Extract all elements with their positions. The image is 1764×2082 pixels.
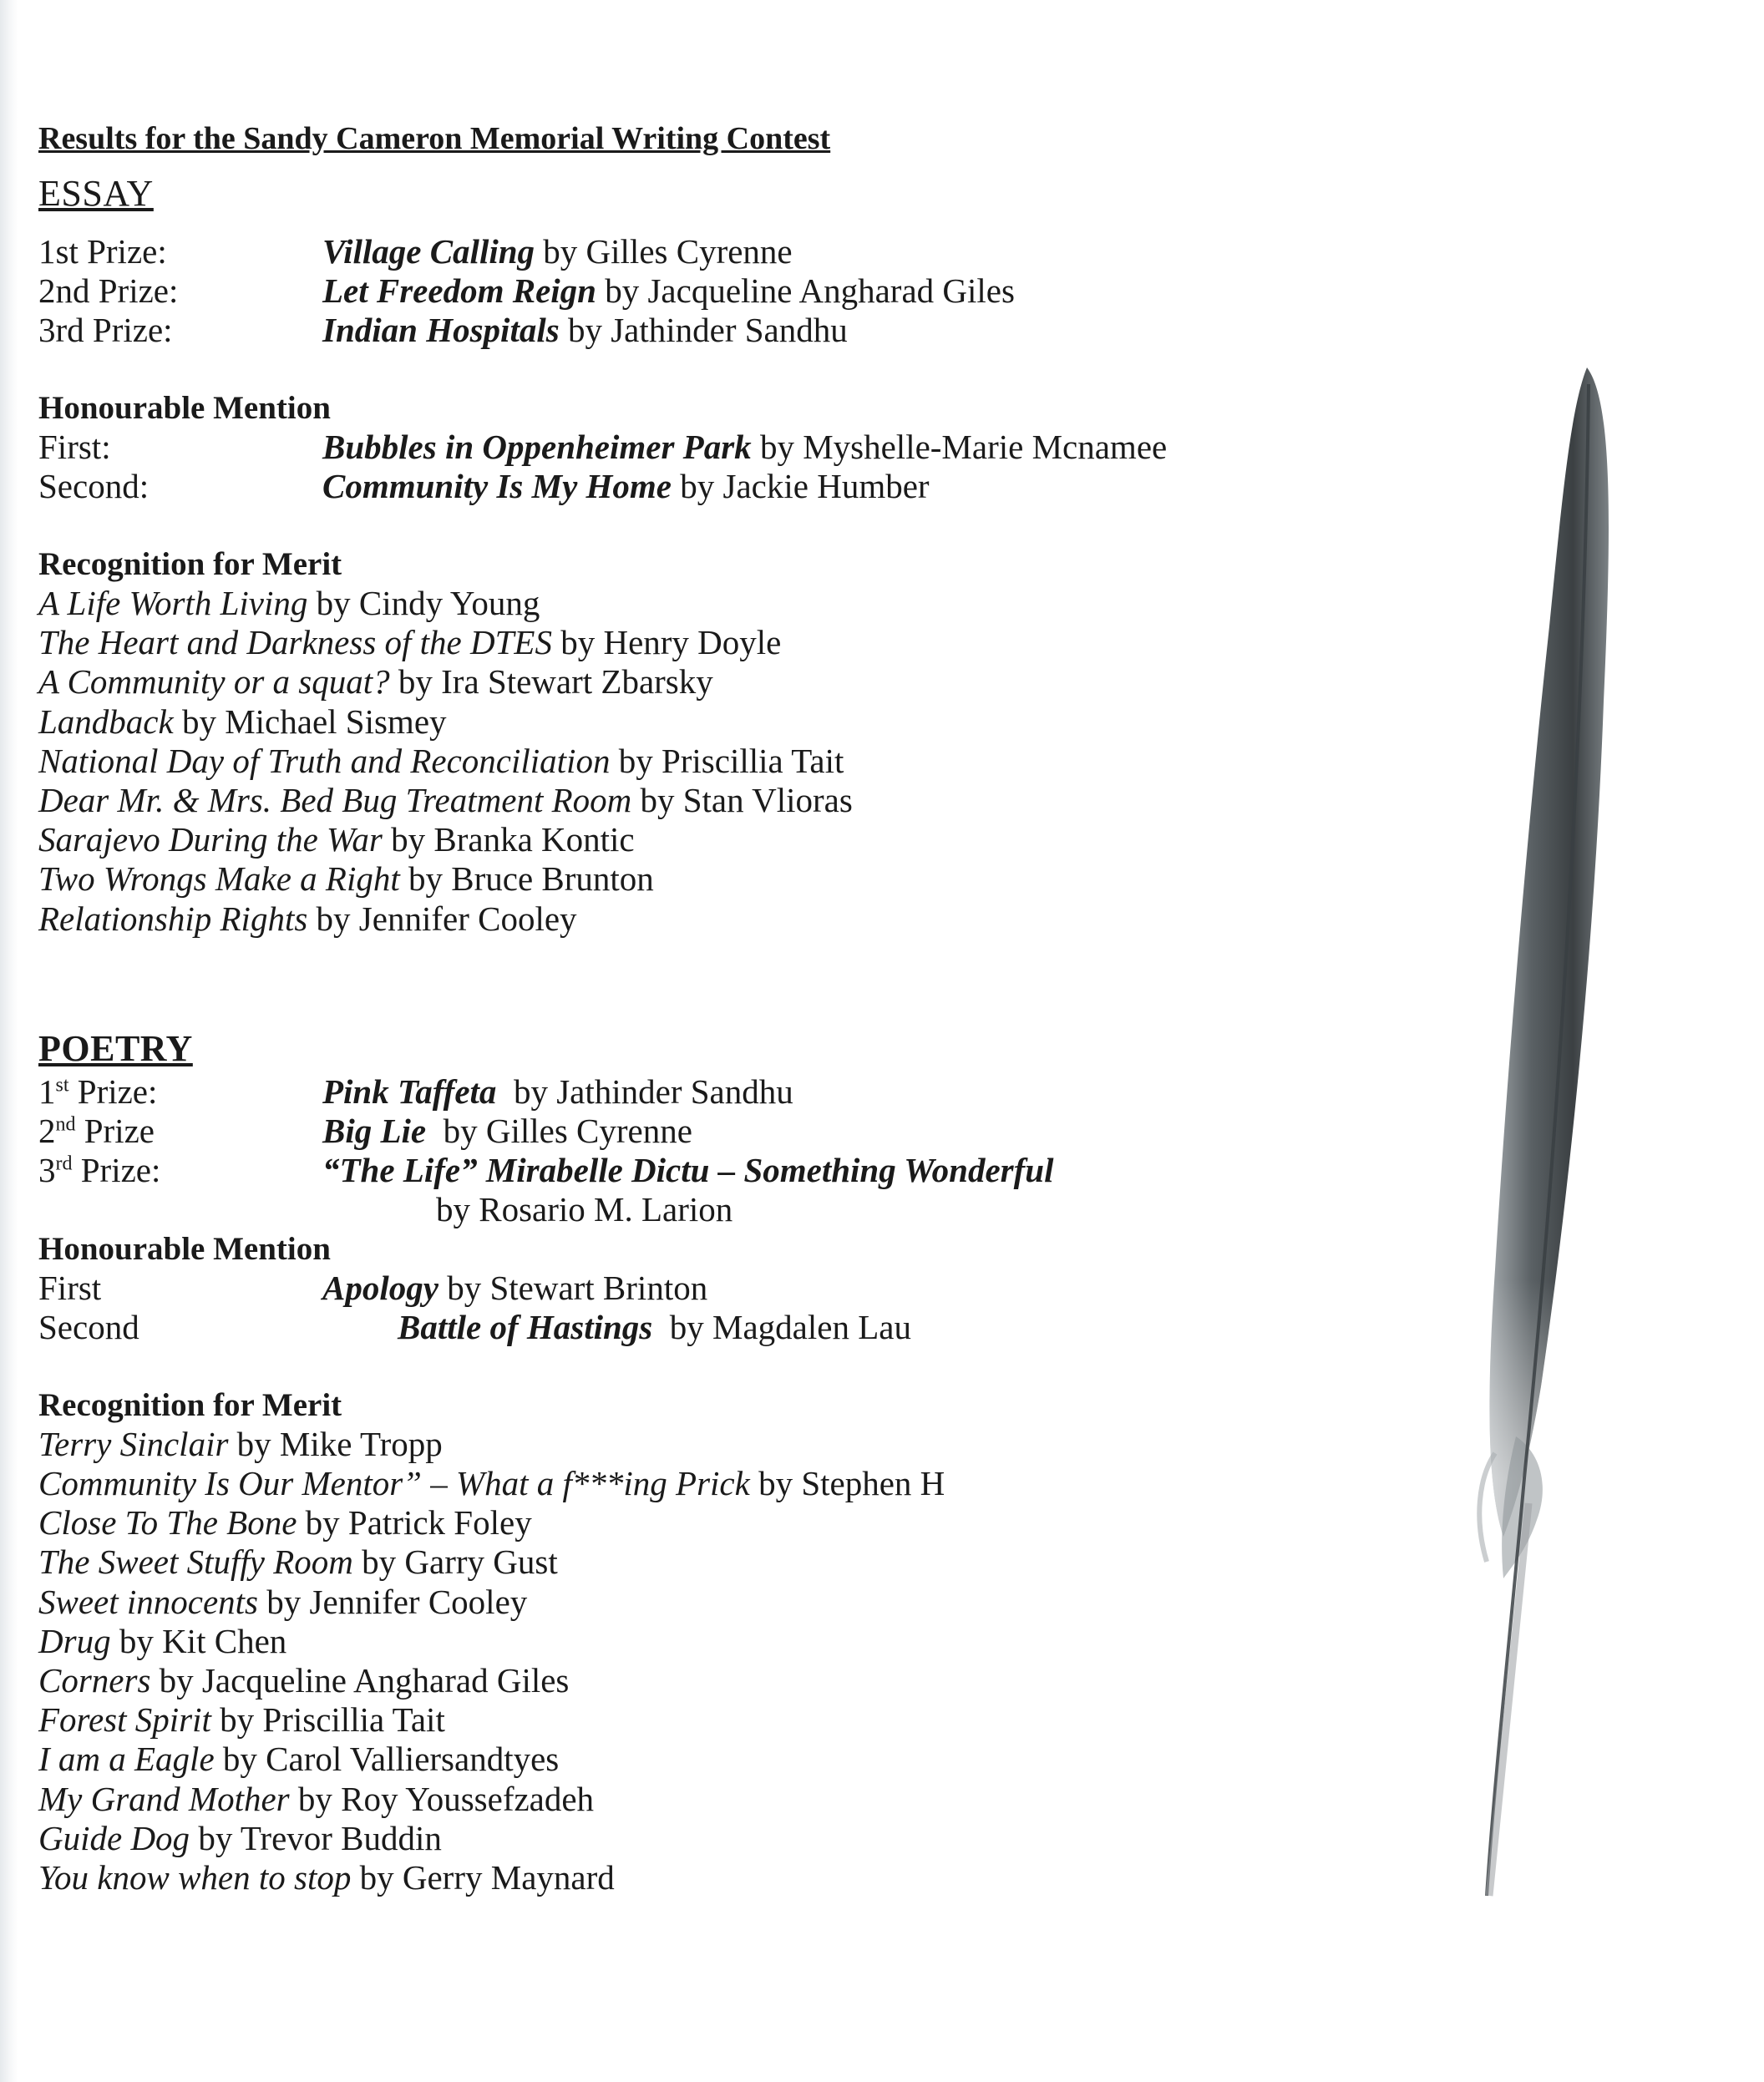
- work-title: Close To The Bone: [38, 1503, 297, 1543]
- merit-entry: [38, 1780, 1458, 1819]
- author: by Gilles Cyrenne: [426, 1111, 692, 1150]
- third-prize-author: by Rosario M. Larion: [436, 1189, 733, 1228]
- poetry-prize-row: [38, 1072, 1458, 1112]
- page-title: Results for the Sandy Cameron Memorial Writing Contest: [38, 121, 831, 156]
- prize-entry: [322, 271, 1015, 311]
- author: by Kit Chen: [110, 1621, 287, 1660]
- feather-vane: [1479, 367, 1609, 1578]
- prize-word: Prize:: [72, 1150, 161, 1189]
- merit-entry: [38, 899, 1458, 939]
- author: by Michael Sismey: [173, 702, 447, 741]
- merit-entry: [38, 702, 1458, 742]
- prize-entry: [322, 1112, 692, 1151]
- work-title: Guide Dog: [38, 1818, 190, 1857]
- work-title: Forest Spirit: [38, 1700, 211, 1740]
- poetry-merit-heading: Recognition for Merit: [38, 1386, 342, 1423]
- poetry-honourable-row: [38, 1269, 1458, 1308]
- author: by Stephen H: [749, 1464, 945, 1503]
- work-title: A Life Worth Living: [38, 584, 308, 622]
- work-title: Relationship Rights: [38, 899, 308, 938]
- work-title: I am a Eagle: [38, 1740, 215, 1779]
- author: by Trevor Buddin: [190, 1818, 442, 1857]
- merit-entry: [38, 1858, 1458, 1897]
- work-title: Apology: [322, 1268, 438, 1307]
- author: by Henry Doyle: [551, 623, 782, 662]
- merit-entry: [38, 1583, 1458, 1622]
- feather-icon: [1361, 351, 1637, 1912]
- author: by Branka Kontic: [382, 820, 635, 859]
- prize-number: 3: [38, 1150, 56, 1189]
- work-title: Community Is My Home: [322, 467, 672, 505]
- merit-entry: [38, 1464, 1458, 1503]
- author: by Jennifer Cooley: [307, 899, 577, 938]
- work-title: “The Life” Mirabelle Dictu – Something Wonderful: [322, 1150, 1054, 1189]
- work-title: My Grand Mother: [38, 1779, 290, 1818]
- mention-entry: [322, 1308, 911, 1347]
- work-title: Dear Mr. & Mrs. Bed Bug Treatment Room: [38, 781, 632, 820]
- work-title: You know when to stop: [38, 1858, 352, 1897]
- work-title: Two Wrongs Make a Right: [38, 859, 400, 899]
- author: by Jacqueline Angharad Giles: [596, 271, 1015, 310]
- merit-entry: [38, 1661, 1458, 1700]
- author: by Stewart Brinton: [438, 1268, 708, 1307]
- prize-number: 1: [38, 1071, 56, 1111]
- essay-honourable-heading: Honourable Mention: [38, 390, 331, 426]
- work-title: Pink Taffeta: [322, 1071, 497, 1111]
- work-title: Bubbles in Oppenheimer Park: [322, 428, 752, 466]
- prize-word: Prize: [75, 1111, 155, 1150]
- ordinal-suffix: st: [55, 1074, 69, 1097]
- mention-label: Second: [38, 1307, 139, 1346]
- author: by Magdalen Lau: [652, 1307, 911, 1346]
- merit-entry: [38, 1425, 1458, 1464]
- prize-label: 1st Prize:: [38, 232, 167, 271]
- merit-entry: [38, 781, 1458, 820]
- work-title: The Sweet Stuffy Room: [38, 1543, 353, 1582]
- work-title: Let Freedom Reign: [322, 271, 596, 310]
- work-title: Corners: [38, 1661, 151, 1700]
- prize-label: 2nd Prize:: [38, 271, 179, 310]
- mention-entry: [322, 1269, 707, 1308]
- author: by Myshelle-Marie Mcnamee: [751, 428, 1168, 466]
- author: by Mike Tropp: [228, 1424, 443, 1463]
- work-title: Sarajevo During the War: [38, 820, 383, 859]
- mention-label: First:: [38, 428, 111, 466]
- merit-entry: [38, 1622, 1458, 1661]
- poetry-honourable-heading: Honourable Mention: [38, 1230, 331, 1267]
- prize-label: [38, 1072, 322, 1112]
- poetry-prize-row: [38, 1151, 1458, 1190]
- essay-prize-row: [38, 232, 1458, 271]
- mention-entry: [322, 428, 1167, 467]
- author: by Gilles Cyrenne: [535, 232, 793, 271]
- essay-prize-row: [38, 271, 1458, 311]
- work-title: National Day of Truth and Reconciliation: [38, 741, 611, 780]
- prize-label: 3rd Prize:: [38, 311, 173, 349]
- prize-label: [38, 1112, 322, 1151]
- poetry-honourable-row: [38, 1308, 1458, 1347]
- merit-entry: [38, 584, 1458, 623]
- work-title: Community Is Our Mentor” – What a f***ing Prick: [38, 1464, 750, 1503]
- results-document: [38, 115, 1458, 1897]
- merit-entry: [38, 742, 1458, 781]
- essay-heading: ESSAY: [38, 173, 154, 214]
- author: by Jathinder Sandhu: [496, 1071, 793, 1111]
- merit-entry: [38, 1819, 1458, 1858]
- prize-entry: [322, 232, 793, 271]
- author: by Priscillia Tait: [610, 741, 844, 780]
- prize-label: [38, 1151, 322, 1190]
- poetry-heading: POETRY: [38, 1027, 193, 1069]
- merit-entry: [38, 623, 1458, 662]
- author: by Jennifer Cooley: [258, 1582, 528, 1621]
- prize-entry: [322, 1151, 1053, 1190]
- ordinal-suffix: nd: [55, 1113, 76, 1136]
- work-title: The Heart and Darkness of the DTES: [38, 623, 552, 662]
- merit-entry: [38, 1543, 1458, 1582]
- author: by Priscillia Tait: [210, 1700, 445, 1740]
- prize-entry: [322, 1072, 793, 1112]
- scan-edge: [0, 0, 18, 2082]
- author: by Cindy Young: [307, 584, 540, 622]
- work-title: Terry Sinclair: [38, 1424, 229, 1463]
- author: by Stan Vlioras: [631, 781, 853, 820]
- merit-entry: [38, 820, 1458, 859]
- merit-entry: [38, 859, 1458, 899]
- merit-entry: [38, 1740, 1458, 1779]
- author: by Garry Gust: [352, 1543, 558, 1582]
- poetry-prize-row: [38, 1112, 1458, 1151]
- author: by Jathinder Sandhu: [559, 311, 848, 349]
- author: by Jacqueline Angharad Giles: [150, 1661, 570, 1700]
- merit-entry: [38, 1700, 1458, 1740]
- essay-honourable-row: [38, 428, 1458, 467]
- essay-merit-heading: Recognition for Merit: [38, 546, 342, 582]
- author: by Carol Valliersandtyes: [214, 1740, 560, 1779]
- work-title: Landback: [38, 702, 174, 741]
- work-title: Battle of Hastings: [398, 1307, 653, 1346]
- author: by Jackie Humber: [672, 467, 930, 505]
- work-title: Sweet innocents: [38, 1582, 259, 1621]
- work-title: Village Calling: [322, 232, 535, 271]
- ordinal-suffix: rd: [55, 1152, 73, 1175]
- work-title: A Community or a squat?: [38, 662, 390, 702]
- author: by Roy Youssefzadeh: [289, 1779, 595, 1818]
- work-title: Indian Hospitals: [322, 311, 560, 349]
- author: by Patrick Foley: [297, 1503, 532, 1543]
- prize-word: Prize:: [68, 1071, 158, 1111]
- merit-entry: [38, 1503, 1458, 1543]
- essay-honourable-row: [38, 467, 1458, 506]
- merit-entry: [38, 662, 1458, 702]
- work-title: Drug: [38, 1621, 111, 1660]
- prize-entry: [322, 311, 848, 350]
- mention-entry: [322, 467, 930, 506]
- author: by Gerry Maynard: [351, 1858, 615, 1897]
- prize-number: 2: [38, 1111, 56, 1150]
- author: by Bruce Brunton: [399, 859, 654, 899]
- essay-prize-row: [38, 311, 1458, 350]
- work-title: Big Lie: [322, 1111, 427, 1150]
- mention-label: Second:: [38, 467, 150, 505]
- mention-label: First: [38, 1268, 102, 1307]
- author: by Ira Stewart Zbarsky: [389, 662, 713, 702]
